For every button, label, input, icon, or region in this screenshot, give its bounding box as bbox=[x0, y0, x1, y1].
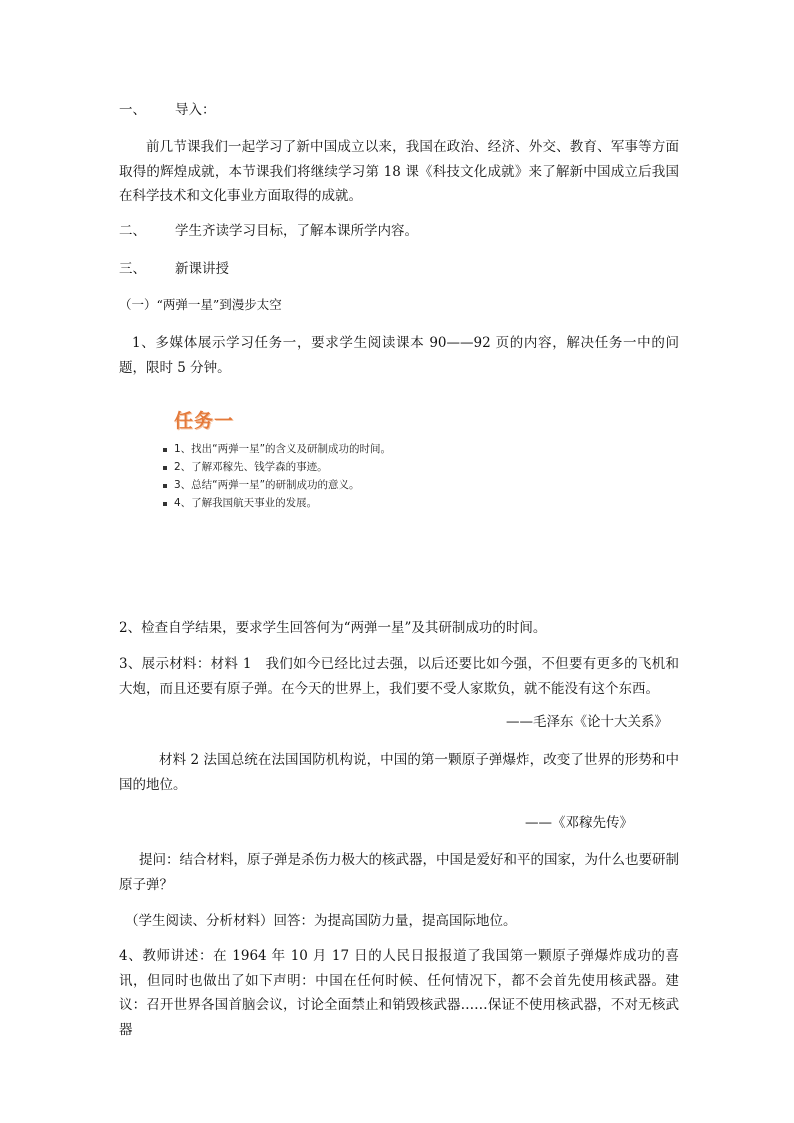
section-1-number: 一、 bbox=[119, 102, 146, 118]
citation-deng: ——《邓稼先传》 bbox=[525, 815, 633, 831]
question-paragraph: 提问：结合材料，原子弹是杀伤力极大的核武器，中国是爱好和平的国家，为什么也要研制原子弹？ bbox=[119, 852, 679, 893]
section-2-title: 学生齐读学习目标，了解本课所学内容。 bbox=[175, 223, 418, 239]
task-item: 2、了解邓稼先、钱学森的事迹。 bbox=[160, 460, 420, 475]
section-3-title: 新课讲授 bbox=[175, 261, 229, 277]
task-item: 3、总结“两弹一星”的研制成功的意义。 bbox=[160, 478, 420, 493]
material-1-paragraph: 3、展示材料：材料 1 我们如今已经比过去强，以后还要比如今强，不但要有更多的飞机和大炮，而且还要有原子弹。在今天的世界上，我们要不受人家欺负，就不能没有这个东西。 bbox=[119, 656, 679, 697]
section-2-heading bbox=[119, 222, 418, 240]
answer-paragraph: （学生阅读、分析材料）回答：为提高国防力量，提高国际地位。 bbox=[125, 913, 517, 929]
task-card-title: 任务一 bbox=[174, 410, 235, 432]
section-2-number: 二、 bbox=[119, 223, 146, 239]
task-card bbox=[160, 402, 420, 542]
section-1-heading bbox=[119, 101, 216, 119]
teacher-narration-paragraph: 4、教师讲述：在 1964 年 10 月 17 日的人民日报报道了我国第一颗原子弹爆炸成功的喜讯，但同时也做出了如下声明：中国在任何时候、任何情况下，都不会首先使用核武器。建议：召开世界各国首脑会议，讨论全面禁止和销毁核武器……保证不使用核武器，不对无核武器 bbox=[119, 948, 679, 1038]
task-list bbox=[160, 442, 420, 514]
section-3-heading bbox=[119, 260, 229, 278]
citation-mao: ——毛泽东《论十大关系》 bbox=[506, 714, 668, 730]
intro-paragraph: 前几节课我们一起学习了新中国成立以来，我国在政治、经济、外交、教育、军事等方面取得的辉煌成就，本节课我们将继续学习第 18 课《科技文化成就》来了解新中国成立后我国在科学技术和文化事业方面取得的成就。 bbox=[119, 139, 679, 204]
subsection-heading: （一）“两弹一星”到漫步太空 bbox=[119, 297, 282, 312]
task-item: 4、了解我国航天事业的发展。 bbox=[160, 496, 420, 511]
section-1-title: 导入： bbox=[175, 102, 216, 118]
task-intro-paragraph: 1、多媒体展示学习任务一，要求学生阅读课本 90——92 页的内容，解决任务一中的问题，限时 5 分钟。 bbox=[119, 335, 679, 376]
material-2-paragraph: 材料 2 法国总统在法国国防机构说，中国的第一颗原子弹爆炸，改变了世界的形势和中国的地位。 bbox=[119, 752, 679, 793]
section-3-number: 三、 bbox=[119, 261, 146, 277]
check-paragraph: 2、检查自学结果，要求学生回答何为“两弹一星”及其研制成功的时间。 bbox=[119, 620, 547, 636]
task-item: 1、找出“两弹一星”的含义及研制成功的时间。 bbox=[160, 442, 420, 457]
